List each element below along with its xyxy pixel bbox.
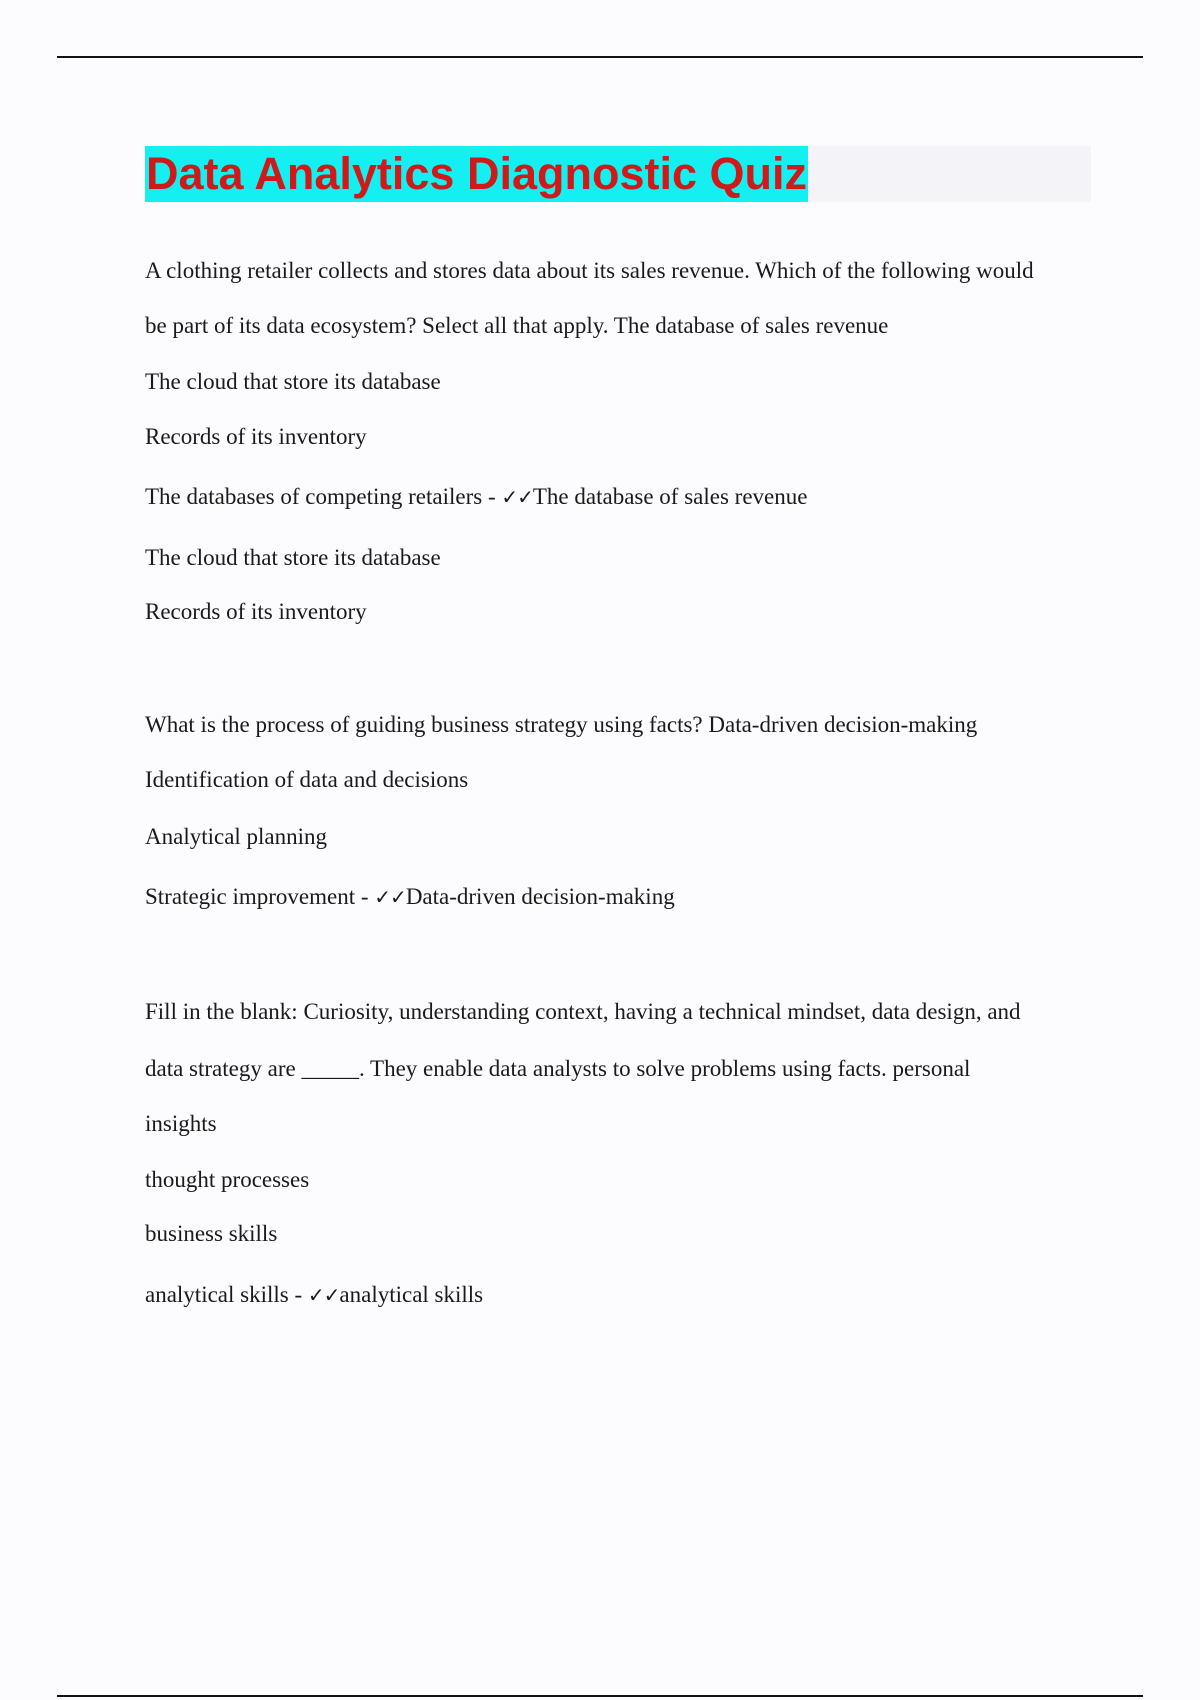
question-1-text-line-2: be part of its data ecosystem? Select all that apply. The database of sales revenue [145, 313, 889, 338]
question-1-answer-item: Records of its inventory [145, 599, 367, 624]
question-1-answer-item: The cloud that store its database [145, 545, 441, 570]
question-1-answer [145, 482, 807, 512]
question-1-text-line-1: A clothing retailer collects and stores data about its sales revenue. Which of the following would [145, 258, 1034, 283]
page-title: Data Analytics Diagnostic Quiz [145, 146, 808, 202]
question-3-option: business skills [145, 1221, 278, 1246]
bottom-rule [57, 1695, 1143, 1697]
answer-text: Data-driven decision-making [405, 884, 675, 909]
question-3-text-line-1: Fill in the blank: Curiosity, understanding context, having a technical mindset, data design, and [145, 999, 1021, 1024]
question-3-option: thought processes [145, 1167, 310, 1192]
question-2-option: Identification of data and decisions [145, 767, 469, 792]
question-1-option: Records of its inventory [145, 424, 367, 449]
answer-prefix: analytical skills - [145, 1282, 308, 1307]
answer-text: analytical skills [339, 1282, 484, 1307]
question-3-text-line-2: data strategy are _____. They enable data analysts to solve problems using facts. personal [145, 1056, 971, 1081]
answer-prefix: Strategic improvement - [145, 884, 375, 909]
answer-prefix: The databases of competing retailers - [145, 484, 502, 509]
question-1-option: The cloud that store its database [145, 369, 441, 394]
question-2-option: Analytical planning [145, 824, 328, 849]
checkmark-icon: ✓✓ [374, 885, 406, 909]
answer-text: The database of sales revenue [532, 484, 808, 509]
question-3-option: insights [145, 1111, 217, 1136]
question-2-answer [145, 882, 675, 912]
top-rule [57, 56, 1143, 58]
question-3-answer [145, 1280, 483, 1310]
checkmark-icon: ✓✓ [307, 1283, 340, 1307]
checkmark-icon: ✓✓ [501, 485, 533, 509]
question-2-text: What is the process of guiding business strategy using facts? Data-driven decision-making [145, 712, 978, 737]
